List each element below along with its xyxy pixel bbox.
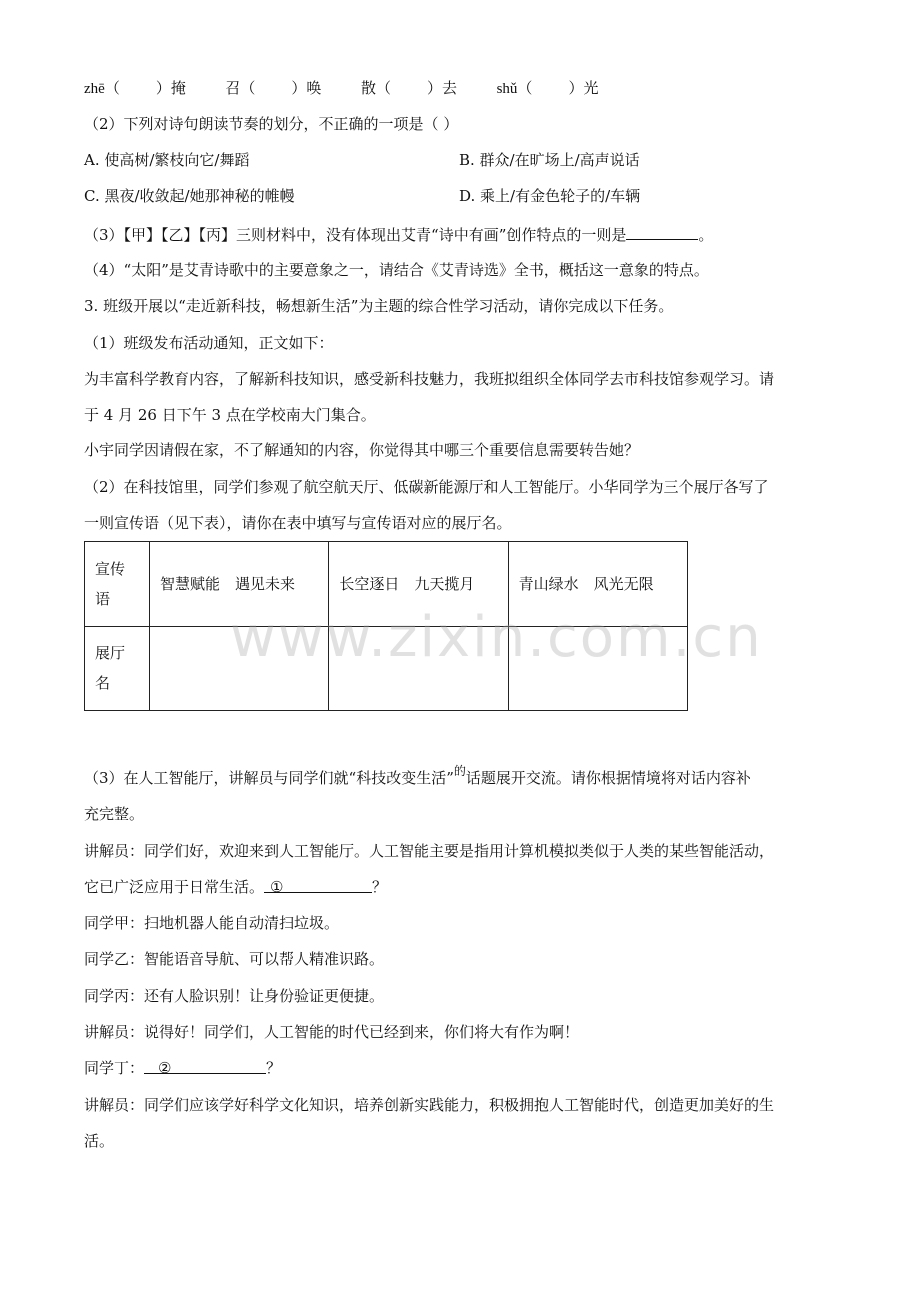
question-3-1-ask: 小宇同学因请假在家，不了解通知的内容，你觉得其中哪三个重要信息需要转告她？ [84, 441, 640, 459]
table-cell-slogan-2: 长空逐日 九天揽月 [329, 542, 508, 627]
question-2-2-stem: （2）下列对诗句朗读节奏的划分，不正确的一项是（ ） [84, 115, 459, 133]
question-2-3-text: （3）【甲】【乙】【丙】三则材料中，没有体现出艾青“诗中有画”创作特点的一则是 [84, 226, 627, 244]
question-3-3-sup: 的 [453, 764, 466, 778]
answer-blank-1[interactable] [264, 877, 372, 896]
dialogue-guide-1: 讲解员：同学们好，欢迎来到人工智能厅。人工智能主要是指用计算机模拟类似于人类的某些智能活动， [84, 842, 775, 860]
pinyin-2-word: ）唤 [291, 79, 322, 97]
table-header-slogan: 宣传语 [85, 542, 150, 627]
pinyin-1-word: ）掩 [155, 79, 186, 97]
question-3-3-text-a: （3）在人工智能厅，讲解员与同学们就“科技改变生活” [84, 769, 454, 787]
question-3-3-text-b: 话题展开交流。请你根据情境将对话内容补 [465, 769, 751, 787]
dialogue-student-d [84, 1058, 281, 1078]
question-2-4: （4）“太阳”是艾青诗歌中的主要意象之一，请结合《艾青诗选》全书，概括这一意象的特点。 [84, 261, 709, 279]
table-header-hall: 展厅名 [85, 626, 150, 711]
pinyin-4-word: ）光 [568, 79, 599, 97]
question-mark-2: ？ [266, 1059, 282, 1077]
dialogue-student-b: 同学乙：智能语音导航、可以帮人精准识路。 [84, 950, 385, 968]
question-3-3-line-1 [84, 764, 751, 789]
pinyin-1: zhē（ [84, 81, 120, 97]
notice-line-1: 为丰富科学教育内容，了解新科技知识，感受新科技魅力，我班拟组织全体同学去市科技馆参观学习。请 [84, 370, 775, 388]
dialogue-guide-3-cont: 活。 [84, 1132, 115, 1150]
watermark: www.zixin.com.cn [230, 605, 763, 670]
question-3-title: 3. 班级开展以“走近新科技，畅想新生活”为主题的综合性学习活动，请你完成以下任务。 [84, 297, 674, 315]
option-c: C. 黑夜/收敛起/她那神秘的帷幔 [84, 187, 295, 205]
option-d: D. 乘上/有金色轮子的/车辆 [459, 187, 641, 205]
blank-marker-2: ② [158, 1059, 172, 1077]
question-3-3-line-2: 充完整。 [84, 805, 145, 823]
pinyin-2: 召（ [225, 79, 256, 97]
dialogue-guide-1-cont [84, 877, 387, 897]
notice-line-2: 于 4 月 26 日下午 3 点在学校南大门集合。 [84, 406, 376, 424]
table-cell-slogan-3: 青山绿水 风光无限 [508, 542, 687, 627]
dialogue-student-a: 同学甲：扫地机器人能自动清扫垃圾。 [84, 914, 340, 932]
pinyin-3: 散（ [361, 79, 392, 97]
question-3-2-line-1: （2）在科技馆里，同学们参观了航空航天厅、低碳新能源厅和人工智能厅。小华同学为三个展厅各写了 [84, 478, 769, 496]
answer-blank [626, 224, 698, 240]
table-cell-slogan-1: 智慧赋能 遇见未来 [150, 542, 329, 627]
option-a: A. 使高树/繁枝向它/舞蹈 [84, 151, 250, 169]
question-2-3-end: 。 [698, 226, 714, 244]
pinyin-4: shǔ（ [496, 81, 533, 97]
blank-marker-1: ① [270, 878, 284, 896]
pinyin-3-word: ）去 [427, 79, 458, 97]
question-3-2-line-2: 一则宣传语（见下表），请你在表中填写与宣传语对应的展厅名。 [84, 514, 512, 532]
answer-blank-2[interactable] [144, 1058, 266, 1077]
dialogue-guide-1-text: 它已广泛应用于日常生活。 [84, 878, 265, 896]
question-mark-1: ？ [372, 878, 388, 896]
question-2-3 [84, 224, 713, 245]
dialogue-guide-3: 讲解员：同学们应该学好科学文化知识，培养创新实践能力，积极拥抱人工智能时代，创造更加美好的生 [84, 1096, 775, 1114]
dialogue-guide-2: 讲解员：说得好！同学们，人工智能的时代已经到来，你们将大有作为啊！ [84, 1023, 580, 1041]
question-3-1: （1）班级发布活动通知，正文如下： [84, 334, 334, 352]
pinyin-line [84, 78, 598, 99]
option-b: B. 群众/在旷场上/高声说话 [459, 151, 640, 169]
dialogue-student-c: 同学丙：还有人脸识别！让身份验证更便捷。 [84, 987, 385, 1005]
dialogue-student-d-text: 同学丁： [84, 1059, 145, 1077]
